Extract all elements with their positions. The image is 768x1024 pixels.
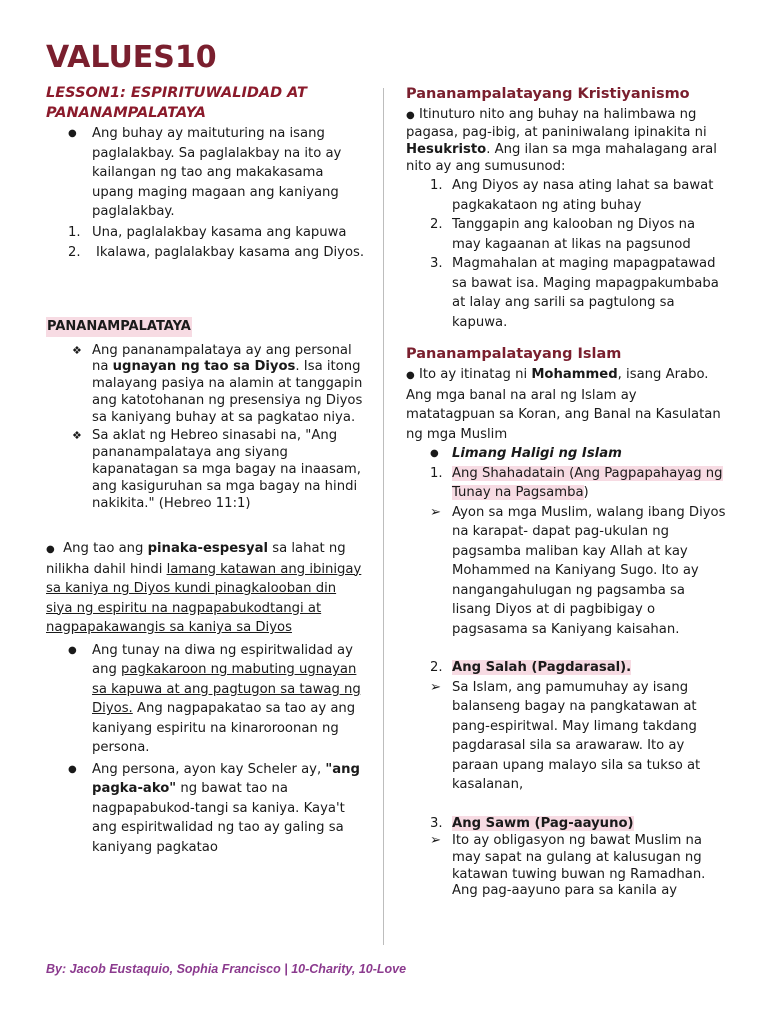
list-number: 1. xyxy=(68,224,81,240)
arrow-bullet-icon: ➢ xyxy=(430,679,442,695)
list-text xyxy=(92,760,366,858)
bold-text: Mohammed xyxy=(531,367,618,382)
arrow-bullet-icon: ➢ xyxy=(430,833,442,848)
list-item xyxy=(46,124,366,222)
section-heading: PANANAMPALATAYA xyxy=(46,317,192,337)
intro-bullet-text: Ang buhay ay maituturing na isang paglalakbay. Sa paglalakbay na ito ay kailangan ng tao ang makakasama upang maging magaan ang kaniyang paglalakbay. xyxy=(92,126,342,219)
section-heading: Pananampalatayang Kristiyanismo xyxy=(406,86,690,102)
list-item xyxy=(406,215,726,254)
list-item xyxy=(406,814,726,834)
list-item xyxy=(46,343,366,427)
bullet-marker: ● xyxy=(406,370,415,381)
pillar-title xyxy=(452,464,726,503)
text-run: Ito ay itinatag ni xyxy=(418,367,532,382)
diamond-bullet-icon: ❖ xyxy=(72,429,82,443)
bullet-marker: ● xyxy=(406,110,415,121)
underlined-text: lamang katawan ang ibinigay sa kaniya ng Diyos kundi pinagkalooban din siya ng espiritu na nagpapabukodtangi at nagpapakawangis sa kaniya sa Diyos xyxy=(46,561,362,635)
text-run: Ang pananampalataya ay ang personal na xyxy=(92,342,352,375)
left-intro-section xyxy=(46,124,366,263)
text-run: ) xyxy=(583,485,589,500)
text-run: ng bawat tao na nagpapabukod-tangi sa kaniya. Kaya't ang espiritwalidad ng tao ay galing sa kaniyang pagkatao xyxy=(92,781,345,855)
text-run: Ang persona, ayon kay Scheler ay, xyxy=(92,761,326,777)
list-text: Magmahalan at maging mapagpatawad sa bawat isa. Maging mapagpakumbaba at lalay ang sarili sa pagtulong sa kapuwa. xyxy=(452,256,719,330)
bullet-marker: ● xyxy=(68,644,77,656)
bullet-marker: ● xyxy=(68,763,77,775)
list-text xyxy=(92,641,366,758)
paragraph xyxy=(406,365,726,444)
list-number: 1. xyxy=(430,178,443,193)
arrow-bullet-icon: ➢ xyxy=(430,504,442,520)
bullet-marker: ● xyxy=(46,544,55,555)
text-run: . Isa itong malayang pasiya na alamin at tanggapin ang katotohanan ng presensiya ng Diyos sa kaniyang buhay at sa pagkatao niya. xyxy=(92,359,363,425)
bold-text: Hesukristo xyxy=(406,142,487,157)
list-item xyxy=(406,503,726,640)
paragraph xyxy=(46,539,366,638)
text-run: sa lahat ng nilikha dahil hindi xyxy=(46,541,346,577)
list-item xyxy=(406,678,726,795)
list-item xyxy=(46,243,366,263)
column-divider xyxy=(383,88,384,945)
pillar-description: Ayon sa mga Muslim, walang ibang Diyos na karapat- dapat pag-ukulan ng pagsamba maliban kay Allah at kay Mohammed na Kaniyang Sugo. Ito ay nangangahulugan ng pagsamba sa lisang Diyos at di pagbibigay o pagsasama sa Kaniyang kaisahan. xyxy=(452,504,726,637)
bullet-marker: ● xyxy=(430,448,439,459)
list-number: 2. xyxy=(430,660,443,675)
lesson-title: LESSON1: ESPIRITUWALIDAD AT PANANAMPALATAYA xyxy=(46,85,307,121)
list-item xyxy=(406,658,726,678)
diamond-text: Sa aklat ng Hebreo sinasabi na, "Ang pananampalataya ang siyang kapanatagan sa mga bagay na inaasam, ang kasiguruhan sa mga bagay na hindi nakikita." (Hebreo 11:1) xyxy=(92,428,361,511)
list-item xyxy=(406,444,726,464)
pillars-label: Limang Haligi ng Islam xyxy=(452,446,622,461)
kristiyanismo-section xyxy=(406,84,726,332)
list-text: Ikalawa, paglalakbay kasama ang Diyos. xyxy=(96,245,365,260)
text-run: . Ang ilan sa mga mahalagang aral nito ay ang sumusunod: xyxy=(406,142,717,174)
bullet-marker: ● xyxy=(68,128,77,139)
diamond-text xyxy=(92,343,366,427)
islam-section xyxy=(406,344,726,900)
text-run: , isang Arabo. Ang mga banal na aral ng Islam ay matatagpuan sa Koran, ang Banal na Kasulatan ng mga Muslim xyxy=(406,367,721,442)
highlighted-text: Ang Sawm (Pag-aayuno) xyxy=(452,815,634,831)
bold-text: pinaka-espesyal xyxy=(147,541,269,556)
text-run: Ang tao ang xyxy=(63,541,148,556)
bold-text: ugnayan ng tao sa Diyos xyxy=(112,359,296,375)
text-run: Itinuturo nito ang buhay na halimbawa ng pagasa, pag-ibig, at paniniwalang ipinakita ni xyxy=(406,107,707,140)
bold-text: "ang pagka-ako" xyxy=(92,761,360,796)
footer-credits: By: Jacob Eustaquio, Sophia Francisco | 10-Charity, 10-Love xyxy=(46,962,407,976)
list-text: Una, paglalakbay kasama ang kapuwa xyxy=(92,224,347,240)
list-item xyxy=(46,760,366,858)
list-item xyxy=(46,428,366,512)
underlined-text: pagkakaroon ng mabuting ugnayan sa kapuwa at ang pagtugon sa tawag ng Diyos. xyxy=(92,662,361,716)
list-text: Ang Diyos ay nasa ating lahat sa bawat pagkakataon ng ating buhay xyxy=(452,178,714,213)
list-item xyxy=(406,176,726,215)
pillar-title xyxy=(452,814,726,834)
list-item xyxy=(46,641,366,758)
section-heading: Pananampalatayang Islam xyxy=(406,346,622,362)
list-number: 3. xyxy=(430,815,443,831)
pillar-title xyxy=(452,658,726,678)
list-item xyxy=(406,254,726,332)
pillar-description: Ito ay obligasyon ng bawat Muslim na may sapat na gulang at kalusugan ng katawan tuwing buwan ng Ramadhan. Ang pag-aayuno para sa kanila ay xyxy=(452,833,706,899)
list-number: 1. xyxy=(430,465,443,481)
pillar-description: Sa Islam, ang pamumuhay ay isang balanseng bagay na pangkatawan at pang-espiritwal. May limang takdang pagdarasal sila sa arawaraw. Ito ay paraan upang malayo sila sa tukso at kasalanan, xyxy=(452,679,701,792)
list-number: 2. xyxy=(430,217,443,232)
highlighted-text: Ang Shahadatain (Ang Pagpapahayag ng Tunay na Pagsamba xyxy=(452,465,723,500)
list-text: Tanggapin ang kalooban ng Diyos na may kagaanan at likas na pagsunod xyxy=(452,217,696,252)
diamond-bullet-icon: ❖ xyxy=(72,343,82,357)
list-item xyxy=(406,464,726,503)
list-item xyxy=(406,833,726,900)
pananampalataya-section xyxy=(46,317,366,512)
list-number: 3. xyxy=(430,256,443,271)
highlighted-text: Ang Salah (Pagdarasal). xyxy=(452,660,632,675)
espiritwalidad-section xyxy=(46,539,366,857)
text-run: Ang nagpapakatao sa tao ay ang kaniyang espiritu na kinaroroonan ng persona. xyxy=(92,701,356,755)
list-number: 2. xyxy=(68,245,81,260)
paragraph xyxy=(406,106,726,175)
text-run: Ang tunay na diwa ng espiritwalidad ay ang xyxy=(92,642,353,677)
list-item xyxy=(46,223,366,243)
page-title: VALUES10 xyxy=(46,40,217,75)
